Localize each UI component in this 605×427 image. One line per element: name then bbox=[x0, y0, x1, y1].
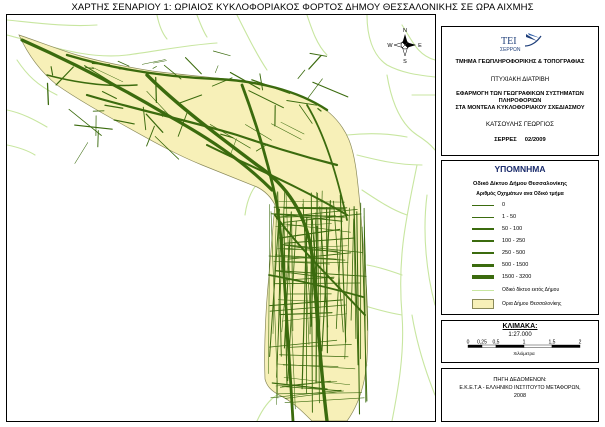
place-date-text bbox=[442, 137, 598, 143]
scale-title: ΚΛΙΜΑΚΑ: bbox=[502, 323, 538, 330]
legend-subtitle: Οδικό Δίκτυο Δήμου Θεσσαλονίκης bbox=[473, 181, 567, 187]
subject-line-3: ΣΤΑ ΜΟΝΤΕΛΑ ΚΥΚΛΟΦΟΡΙΑΚΟΥ ΣΧΕΔΙΑΣΜΟΥ bbox=[455, 105, 585, 111]
road-segment bbox=[69, 109, 101, 135]
scale-tick-label: 0 bbox=[466, 339, 470, 346]
source-panel bbox=[441, 368, 599, 422]
scale-segment bbox=[496, 345, 524, 348]
road-segment bbox=[75, 143, 88, 164]
scale-tick-label: 0,25 bbox=[477, 339, 487, 346]
map-canvas[interactable] bbox=[7, 15, 435, 421]
legend-class-swatch bbox=[472, 252, 494, 254]
compass-north-label: N bbox=[403, 28, 407, 34]
scale-segment bbox=[552, 345, 580, 348]
legend-outside-road-label: Οδικό δίκτυο εκτός Δήμου bbox=[502, 287, 560, 293]
source-line-2: Ε.Κ.Ε.Τ.Α - ΕΛΛΗΝΙΚΟ ΙΝΣΤΙΤΟΥΤΟ ΜΕΤΑΦΟΡΩΝ, bbox=[459, 385, 581, 391]
legend-title: ΥΠΟΜΝΗΜΑ bbox=[494, 164, 546, 174]
scale-bar bbox=[462, 339, 588, 363]
date-text: 02/2009 bbox=[524, 137, 546, 143]
legend-field-label: Αριθμός Οχημάτων ανα Οδικό τμήμα bbox=[476, 191, 564, 197]
legend-class-row bbox=[472, 272, 598, 282]
compass-east-label: E bbox=[418, 43, 422, 49]
legend-class-label: 50 - 100 bbox=[502, 226, 523, 232]
legend-boundary-label: Ορια Δήμου Θεσσαλονίκης bbox=[502, 301, 562, 307]
compass-south-label: S bbox=[403, 59, 407, 65]
legend-class-label: 500 - 1500 bbox=[502, 262, 529, 268]
legend-class-swatch bbox=[472, 228, 494, 229]
legend-class-row bbox=[472, 236, 598, 246]
map-frame[interactable] bbox=[6, 14, 436, 422]
tei-serres-logo bbox=[497, 30, 543, 54]
road-segment bbox=[153, 66, 157, 68]
road-segment bbox=[309, 56, 321, 70]
legend-class-label: 0 bbox=[502, 202, 506, 208]
legend-class-label: 1500 - 3200 bbox=[502, 274, 532, 280]
scale-tick-label: 0,5 bbox=[492, 339, 500, 346]
subject-line-2: ΠΛΗΡΟΦΟΡΙΩΝ bbox=[498, 98, 542, 104]
legend-class-swatch bbox=[472, 264, 494, 267]
legend-class-row bbox=[472, 260, 598, 270]
source-line-3: 2008 bbox=[513, 393, 527, 399]
legend-class-label: 1 - 50 bbox=[502, 214, 517, 220]
legend-class-row bbox=[472, 248, 598, 258]
road-segment bbox=[215, 66, 218, 73]
road-segment bbox=[298, 70, 305, 78]
city-text: ΣΕΡΡΕΣ bbox=[494, 137, 517, 143]
legend-panel bbox=[441, 160, 599, 315]
road-segment bbox=[48, 83, 49, 104]
scale-tick-label: 1,5 bbox=[548, 339, 556, 346]
legend-class-swatch bbox=[472, 205, 494, 206]
scale-tick-label: 2 bbox=[578, 339, 582, 346]
road-segment bbox=[310, 53, 327, 56]
scale-ratio: 1:27.000 bbox=[508, 332, 532, 338]
title-block bbox=[441, 26, 599, 156]
legend-class-swatch bbox=[472, 275, 494, 279]
legend-class-label: 250 - 500 bbox=[502, 250, 526, 256]
legend-outside-road-swatch bbox=[472, 290, 494, 291]
legend-class-row bbox=[472, 224, 598, 234]
logo-sub-text: ΣΕΡΡΩΝ bbox=[500, 47, 521, 53]
thesis-text: ΠΤΥΧΙΑΚΗ ΔΙΑΤΡΙΒΗ bbox=[490, 77, 550, 83]
legend-class-label: 100 - 250 bbox=[502, 238, 526, 244]
legend-boundary-swatch bbox=[472, 299, 494, 309]
legend-class-swatch bbox=[472, 240, 494, 242]
legend-class-swatch bbox=[472, 217, 494, 218]
map-title: ΧΑΡΤΗΣ ΣΕΝΑΡΙΟΥ 1: ΩΡΙΑΙΟΣ ΚΥΚΛΟΦΟΡΙΑΚΟΣ ΦΟΡΤΟΣ ΔΗΜΟΥ ΘΕΣΣΑΛΟΝΙΚΗΣ ΣΕ ΩΡΑ ΑΙΧΜΗΣ bbox=[71, 2, 534, 13]
author-text: ΚΑΤΣΟΥΛΗΣ ΓΕΩΡΓΙΟΣ bbox=[486, 121, 554, 128]
subject-line-1: ΕΦΑΡΜΟΓΗ ΤΩΝ ΓΕΩΓΡΑΦΙΚΩΝ ΣΥΣΤΗΜΑΤΩΝ bbox=[456, 91, 584, 97]
scale-panel bbox=[441, 320, 599, 363]
department-text: ΤΜΗΜΑ ΓΕΩΠΛΗΡΟΦΟΡΙΚΗΣ & ΤΟΠΟΓΡΑΦΙΑΣ bbox=[455, 59, 585, 65]
compass-rose bbox=[387, 28, 422, 65]
legend-class-row bbox=[472, 212, 598, 222]
road-segment bbox=[142, 60, 165, 65]
scale-tick-label: 1 bbox=[522, 339, 526, 346]
source-line-1: ΠΗΓΗ ΔΕΔΟΜΕΝΩΝ: bbox=[493, 377, 547, 383]
logo-main-text: ΤΕΙ bbox=[501, 36, 517, 47]
legend-class-row bbox=[472, 200, 598, 210]
road-segment bbox=[213, 51, 230, 56]
road-segment bbox=[308, 79, 323, 98]
road-segment bbox=[98, 131, 99, 147]
scale-unit-label: Χιλιόμετρα bbox=[513, 351, 535, 356]
compass-west-label: W bbox=[387, 43, 393, 49]
road-segment bbox=[186, 58, 202, 74]
